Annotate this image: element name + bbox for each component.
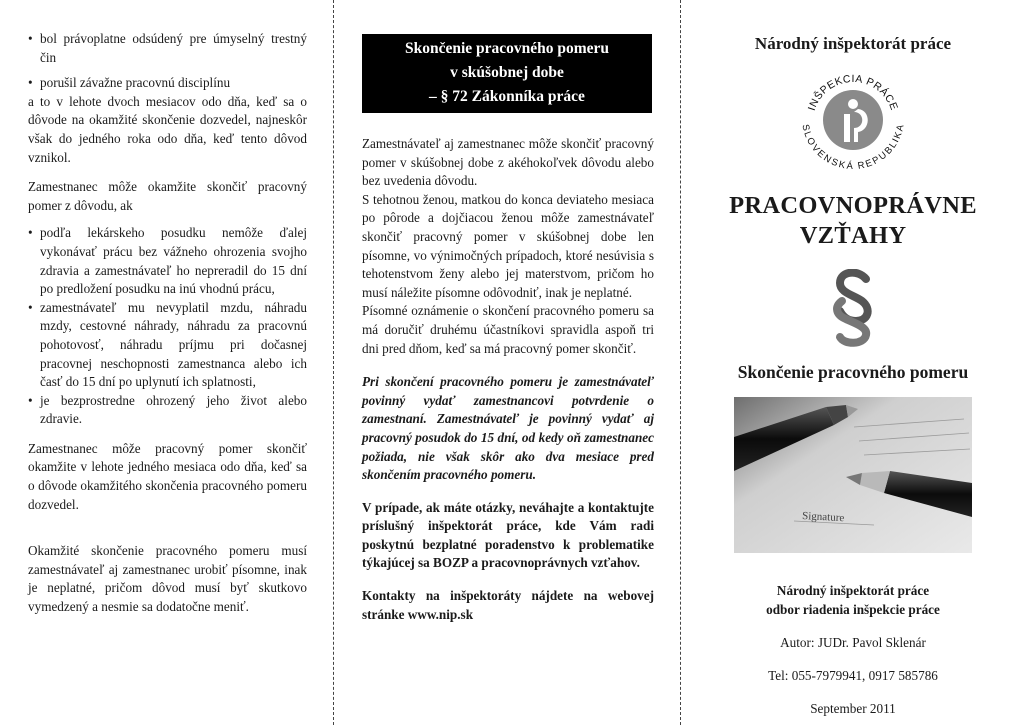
list-item: • podľa lekárskeho posudku nemôže ďalej vykonávať prácu bez vážneho ohrozenia svojho zdravia a zamestnávateľ ho nepreradil do 15 dní po predložení posudku na inú vhodnú prácu, — [28, 225, 307, 297]
paragraph-certificate: Pri skončení pracovného pomeru je zamestnávateľ povinný vydať zamestnancovi potvrdenie o zamestnaní. Zamestnávateľ je povinný vydať aj pracovný posudok do 15 dní, od kedy oň zamestnanec požiada, nie však skôr ako dva mesiace pred skončením pracovného pomeru. — [362, 374, 654, 483]
brochure-subtitle: Skončenie pracovného pomeru — [737, 362, 969, 382]
paragraph-symbol-icon — [828, 269, 878, 347]
bullet-icon: • — [28, 299, 33, 315]
paragraph-written-form: Okamžité skončenie pracovného pomeru musí zamestnávateľ aj zamestnanec urobiť písomne, inak je neplatné, pričom dôvod musí byť skutkovo vymedzený a nesmie sa dodatočne meniť. — [28, 543, 307, 615]
paragraph-contact-inspectorate: V prípade, ak máte otázky, neváhajte a kontaktujte príslušný inšpektorát práce, kde Vám radi poskytnú bezplatné poradenstvo k problematike týkajúcej sa BOZP a pracovnoprávnych vzťahov. — [362, 499, 654, 571]
bullet-list-employer-reasons — [28, 30, 307, 93]
fold-line-right — [680, 0, 681, 725]
inspection-seal-logo — [799, 66, 907, 174]
bullet-icon: • — [28, 225, 33, 241]
pen-signature-photo — [734, 397, 972, 553]
paragraph-employee-deadline: Zamestnanec môže pracovný pomer skončiť okamžite v lehote jedného mesiaca odo dňa, keď sa o dôvode okamžitého skončenia pracovného pomeru dozvedel. — [28, 440, 307, 512]
publication-date: September 2011 — [810, 701, 896, 716]
list-item: • je bezprostredne ohrozený jeho život alebo zdravie. — [28, 392, 307, 427]
column-middle — [335, 0, 680, 725]
svg-text:INŠPEKCIA PRÁCE: INŠPEKCIA PRÁCE — [805, 72, 901, 113]
list-item: • zamestnávateľ mu nevyplatil mzdu, náhradu mzdy, cestovné náhrady, náhradu za pracovnú pohotovosť, náhradu príjmu pri dočasnej pracovnej neschopnosti zamestnanca alebo ich časť do 15 dní po uplynutí ich splatnosti, — [28, 299, 307, 390]
organization-name: Národný inšpektorát práce — [754, 34, 952, 53]
paragraph-deadline: a to v lehote dvoch mesiacov odo dňa, keď sa o dôvode na okamžité skončenie dozvedel, najneskôr však do jedného roka odo dňa, keď tento dôvod vznikol. — [28, 93, 307, 165]
list-item: • porušil závažne pracovnú disciplínu — [28, 74, 307, 93]
section-heading-box: Skončenie pracovného pomeru v skúšobnej dobe – § 72 Zákonníka práce — [362, 34, 652, 113]
fold-line-left — [333, 0, 334, 725]
bullet-icon: • — [28, 75, 33, 91]
column-left — [0, 0, 333, 725]
publisher-department: odbor riadenia inšpekcie práce — [766, 602, 940, 617]
author-line: Autor: JUDr. Pavol Sklenár — [780, 635, 926, 650]
paragraph-pregnant-women: S tehotnou ženou, matkou do konca deviateho mesiaca po pôrode a dojčiacou ženou môže zamestnávateľ skončiť pracovný pomer v skúšobnej dobe len písomne, vo výnimočných prípadoch, ktoré nesúvisia s tehotenstvom ženy alebo jej materstvom, pričom ho musí náležite písomne odôvodniť, inak je neplatné. — [362, 191, 654, 300]
paragraph-employee-reasons-intro: Zamestnanec môže okamžite skončiť pracovný pomer z dôvodu, ak — [28, 179, 307, 213]
list-item: • bol právoplatne odsúdený pre úmyselný trestný čin — [28, 31, 307, 65]
bullet-icon: • — [28, 392, 33, 408]
paragraph-website: Kontakty na inšpektoráty nájdete na webovej stránke www.nip.sk — [362, 588, 654, 622]
bullet-icon: • — [28, 31, 33, 46]
column-cover — [682, 0, 1024, 725]
paragraph-written-notice: Písomné oznámenie o skončení pracovného pomeru sa má doručiť druhému účastníkovi spravidla aspoň tri dni pred dňom, keď sa má pracovný pomer skončiť. — [362, 303, 654, 356]
publisher-name: Národný inšpektorát práce — [776, 583, 930, 598]
svg-text:SLOVENSKÁ REPUBLIKA: SLOVENSKÁ REPUBLIKA — [799, 123, 907, 173]
brochure-title: PRACOVNOPRÁVNE VZŤAHY — [729, 192, 977, 249]
svg-text:Signature: Signature — [801, 510, 845, 525]
paragraph-any-reason: Zamestnávateľ aj zamestnanec môže skončiť pracovný pomer v skúšobnej dobe z akéhokoľvek dôvodu alebo bez uvedenia dôvodu. — [362, 136, 654, 189]
bullet-list-employee-reasons — [28, 224, 307, 429]
phone-line: Tel: 055-7979941, 0917 585786 — [768, 668, 938, 683]
